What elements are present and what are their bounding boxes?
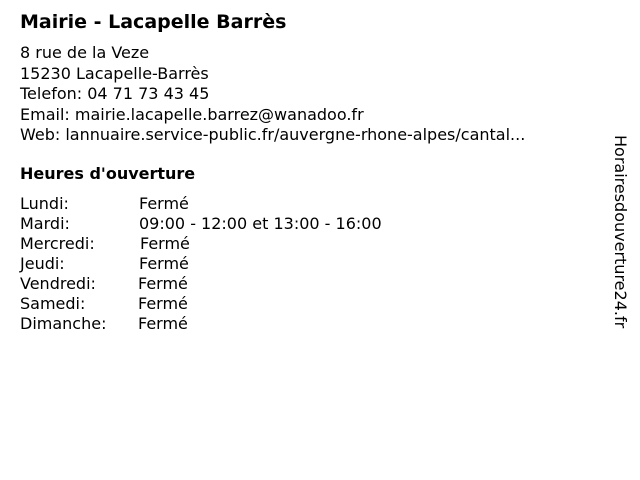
day-label: Lundi: (20, 194, 69, 213)
address-block (20, 43, 525, 146)
hours-value: Fermé (138, 274, 188, 293)
hours-heading: Heures d'ouverture (20, 164, 196, 183)
website-url: Web: lannuaire.service-public.fr/auvergne-rhone-alpes/cantal... (20, 125, 526, 144)
hours-value: Fermé (139, 194, 189, 213)
site-watermark: Horairesdouverture24.fr (611, 135, 630, 329)
day-label: Samedi: (20, 294, 86, 313)
day-label: Jeudi: (20, 254, 65, 273)
street-address: 8 rue de la Veze (20, 43, 150, 62)
hours-value: 09:00 - 12:00 et 13:00 - 16:00 (139, 214, 382, 233)
email-address: Email: mairie.lacapelle.barrez@wanadoo.fr (20, 104, 364, 124)
hours-value: Fermé (138, 294, 188, 313)
day-label: Mercredi: (20, 234, 95, 253)
day-label: Dimanche: (20, 314, 107, 333)
page-title: Mairie - Lacapelle Barrès (20, 11, 287, 33)
day-label: Vendredi: (20, 274, 96, 293)
day-label: Mardi: (20, 214, 70, 233)
hours-value: Fermé (138, 314, 188, 333)
city-postal: 15230 Lacapelle-Barrès (20, 63, 209, 83)
hours-value: Fermé (140, 234, 190, 253)
phone-number: Telefon: 04 71 73 43 45 (20, 84, 210, 103)
hours-value: Fermé (139, 254, 189, 273)
